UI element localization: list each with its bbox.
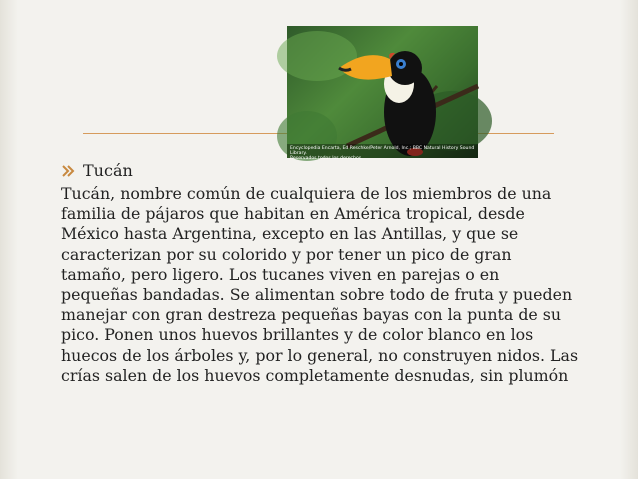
slide-title: Tucán (83, 161, 133, 180)
double-chevron-icon (61, 163, 77, 179)
slide-edge-right (620, 0, 638, 479)
toucan-photo (287, 26, 478, 161)
slide-edge-left (0, 0, 18, 479)
body-paragraph: Tucán, nombre común de cualquiera de los miembros de una familia de pájaros que habitan en América tropical, desde México hasta Argentina, excepto en las Antillas, y que se caracterizan por su colorido y por tener un pico de gran tamaño, pero ligero. Los tucanes viven en parejas o en pequeñas bandadas. Se alimentan sobre todo de fruta y pueden manejar con gran destreza pequeñas bayas con la punta de su pico. Ponen unos huevos brillantes y de color blanco en los huecos de los árboles y, por lo general, no construyen nidos. Las crías salen de los huevos completamente desnudas, sin plumón (61, 184, 579, 385)
photo-caption: Encyclopedia Encarta, Ed Reschke/Peter Arnold, Inc.; BBC Natural History Sound Library. Reservados todos los derechos. (287, 144, 478, 158)
toucan-illustration (287, 26, 478, 158)
bullet-heading (61, 161, 133, 180)
